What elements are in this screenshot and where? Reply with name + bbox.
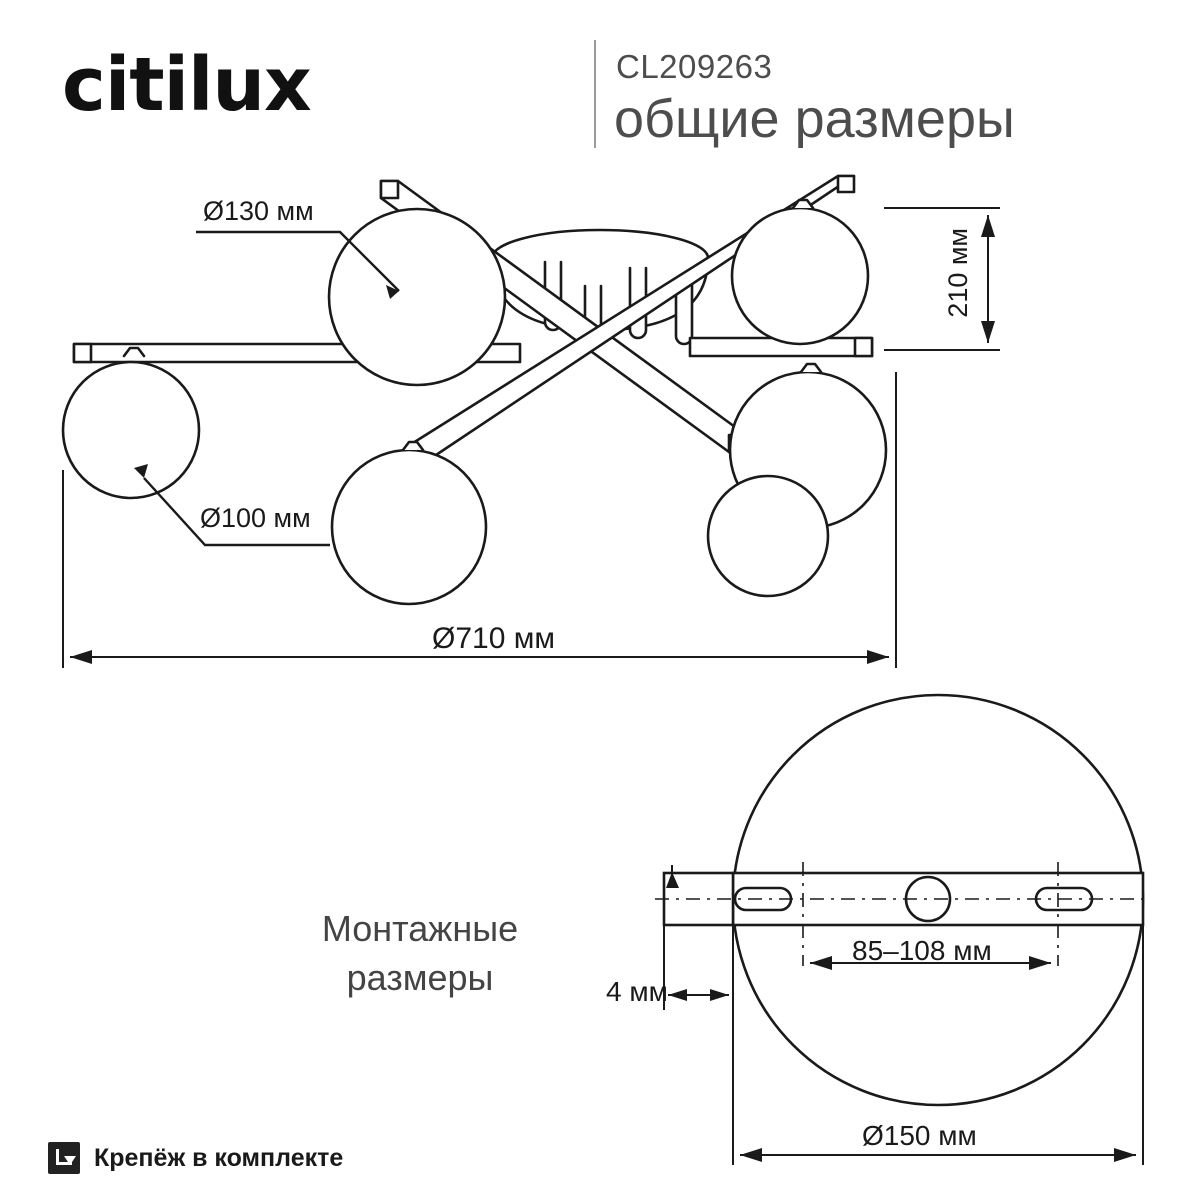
mount-title-line1: Монтажные: [321, 908, 519, 949]
label-plate-thickness: 4 мм: [606, 976, 668, 1007]
mounting-kit-icon: [48, 1142, 80, 1174]
label-shade-small: Ø100 мм: [200, 503, 311, 533]
label-overall-width: Ø710 мм: [432, 622, 555, 655]
page-subtitle: общие размеры: [614, 89, 1015, 149]
label-height: 210 мм: [943, 228, 973, 318]
brand-logo: citilux: [62, 42, 311, 128]
label-shade-large: Ø130 мм: [203, 196, 314, 226]
product-code: CL209263: [616, 48, 773, 85]
mount-section-title: [270, 905, 570, 1002]
label-hole-spacing: 85–108 мм: [852, 935, 992, 966]
footer-note: Крепёж в комплекте: [94, 1143, 344, 1172]
mount-title-line2: размеры: [346, 956, 494, 998]
label-base-diameter: Ø150 мм: [862, 1120, 977, 1151]
footer: [48, 1142, 343, 1174]
